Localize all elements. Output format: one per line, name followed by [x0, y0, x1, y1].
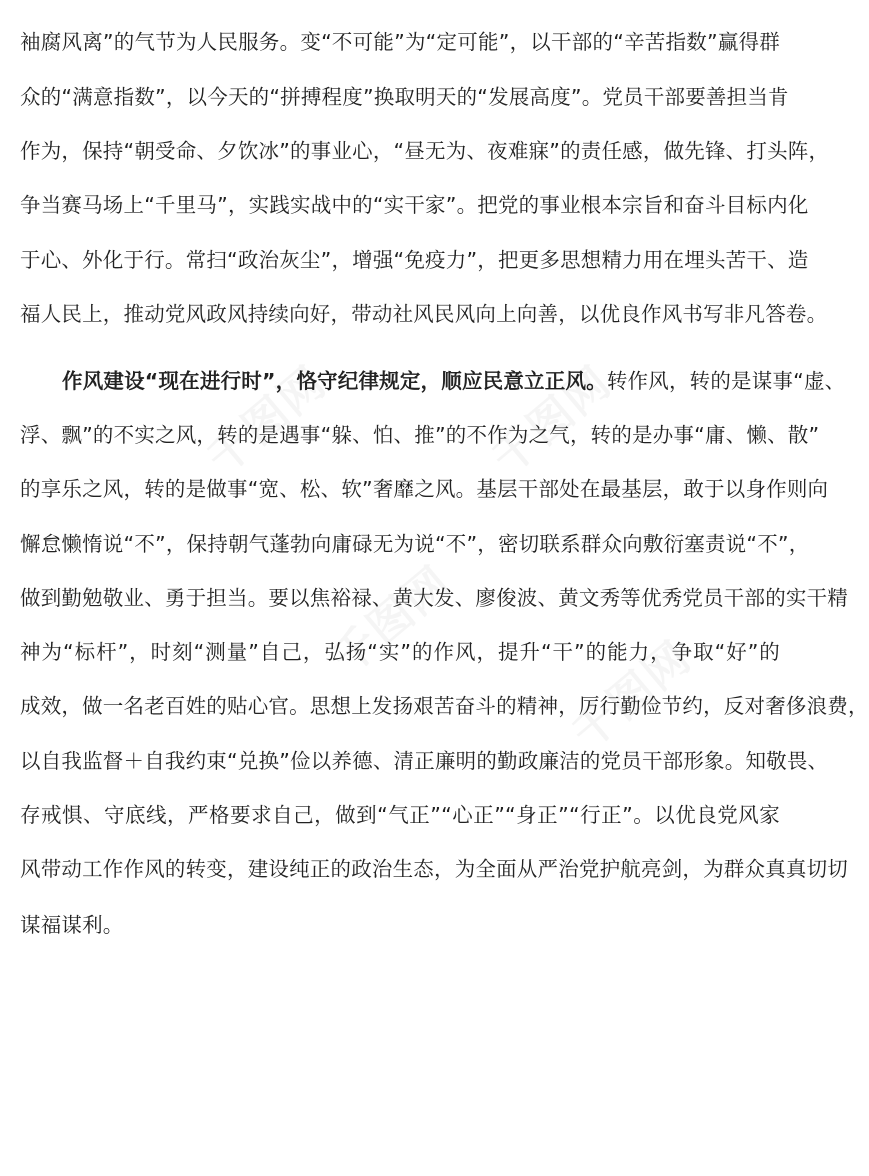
watermark: 千图网 — [322, 556, 462, 685]
paragraph-line: 谋福谋利。 — [20, 913, 124, 937]
watermark: 千图网 — [562, 631, 702, 760]
paragraph-line: 风带动工作作风的转变，建设纯正的政治生态，为全面从严治党护航亮剑，为群众真真切切 — [20, 857, 848, 881]
paragraph-line: 浮、飘”的不实之风，转的是遇事“躲、怕、推”的不作为之气，转的是办事“庸、懒、散” — [20, 423, 820, 447]
paragraph-line: 争当赛马场上“千里马”，实践实战中的“实干家”。把党的事业根本宗旨和奋斗目标内化 — [20, 193, 809, 217]
paragraph-line: 懈怠懒惰说“不”，保持朝气蓬勃向庸碌无为说“不”，密切联系群众向敷衍塞责说“不”， — [20, 532, 810, 556]
watermark: 千图网 — [197, 356, 337, 485]
paragraph-lead-tail: 转作风，转的是谋事“虚、 — [606, 369, 846, 393]
paragraph-line: 神为“标杆”，时刻“测量”自己，弘扬“实”的作风，提升“干”的能力，争取“好”的 — [20, 640, 780, 664]
paragraph-line: 的享乐之风，转的是做事“宽、松、软”奢靡之风。基层干部处在最基层，敢于以身作则向 — [20, 477, 829, 501]
paragraph-line: 于心、外化于行。常扫“政治灰尘”，增强“免疫力”，把更多思想精力用在埋头苦干、造 — [20, 248, 809, 272]
watermark: 千图网 — [482, 356, 622, 485]
paragraph-line: 以自我监督＋自我约束“兑换”俭以养德、清正廉明的勤政廉洁的党员干部形象。知敬畏、 — [20, 749, 829, 773]
paragraph-line: 袖腐风离”的气节为人民服务。变“不可能”为“定可能”，以干部的“辛苦指数”赢得群 — [20, 30, 780, 54]
paragraph-line: 成效，做一名老百姓的贴心官。思想上发扬艰苦奋斗的精神，厉行勤俭节约，反对奢侈浪费， — [20, 694, 869, 718]
paragraph-line: 众的“满意指数”，以今天的“拼搏程度”换取明天的“发展高度”。党员干部要善担当肯 — [20, 85, 789, 109]
paragraph-line: 做到勤勉敬业、勇于担当。要以焦裕禄、黄大发、廖俊波、黄文秀等优秀党员干部的实干精 — [20, 586, 848, 610]
paragraph-lead: 作风建设“现在进行时”，恪守纪律规定，顺应民意立正风。 — [62, 369, 607, 393]
paragraph-line: 福人民上，推动党风政风持续向好，带动社风民风向上向善，以优良作风书写非凡答卷。 — [20, 302, 828, 326]
paragraph-line: 作为，保持“朝受命、夕饮冰”的事业心，“昼无为、夜难寐”的责任感，做先锋、打头阵， — [20, 139, 830, 163]
paragraph-first-line — [62, 359, 846, 403]
paragraph-line: 存戒惧、守底线，严格要求自己，做到“气正”“心正”“身正”“行正”。以优良党风家 — [20, 803, 780, 827]
